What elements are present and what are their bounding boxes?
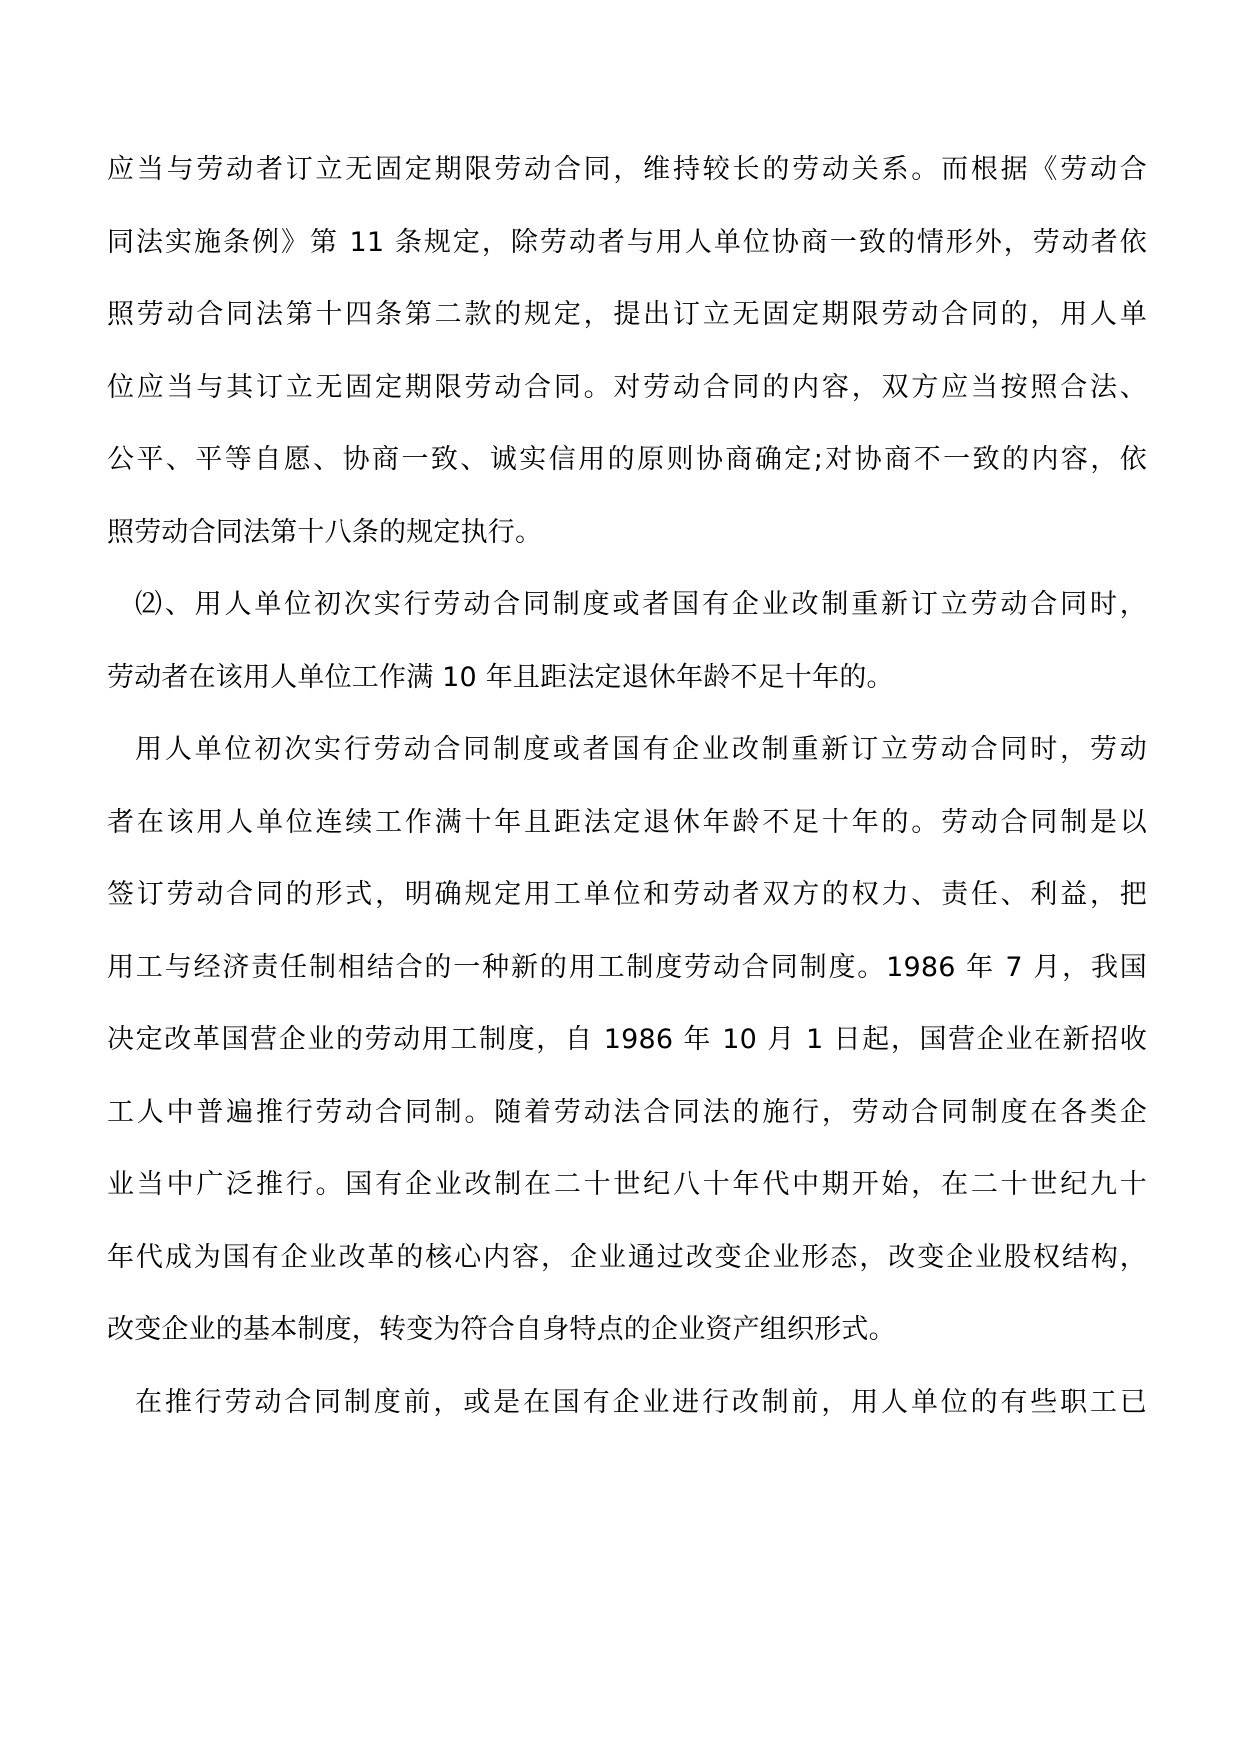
text-line: 在推行劳动合同制度前，或是在国有企业进行改制前，用人单位的有些职工已 (135, 1387, 1147, 1418)
text-line: 位应当与其订立无固定期限劳动合同。对劳动合同的内容，双方应当按照合法、 (107, 372, 1147, 403)
text-line: 业当中广泛推行。国有企业改制在二十世纪八十年代中期开始，在二十世纪九十 (107, 1169, 1147, 1200)
text-line: 改变企业的基本制度，转变为符合自身特点的企业资产组织形式。 (107, 1314, 896, 1345)
text-line: 者在该用人单位连续工作满十年且距法定退休年龄不足十年的。劳动合同制是以 (107, 807, 1147, 838)
text-line: 签订劳动合同的形式，明确规定用工单位和劳动者双方的权力、责任、利益，把 (107, 879, 1147, 910)
text-line: 年代成为国有企业改革的核心内容，企业通过改变企业形态，改变企业股权结构， (107, 1242, 1147, 1273)
text-line: 劳动者在该用人单位工作满 10 年且距法定退休年龄不足十年的。 (107, 662, 894, 693)
text-line: 工人中普遍推行劳动合同制。随着劳动法合同法的施行，劳动合同制度在各类企 (107, 1097, 1147, 1128)
text-line: 决定改革国营企业的劳动用工制度，自 1986 年 10 月 1 日起，国营企业在新招收 (107, 1024, 1147, 1055)
text-line: 同法实施条例》第 11 条规定，除劳动者与用人单位协商一致的情形外，劳动者依 (107, 227, 1147, 258)
text-line: 用人单位初次实行劳动合同制度或者国有企业改制重新订立劳动合同时，劳动 (135, 734, 1147, 765)
text-line: 应当与劳动者订立无固定期限劳动合同，维持较长的劳动关系。而根据《劳动合 (107, 154, 1147, 185)
text-line: 公平、平等自愿、协商一致、诚实信用的原则协商确定;对协商不一致的内容，依 (107, 444, 1147, 475)
text-line: 照劳动合同法第十四条第二款的规定，提出订立无固定期限劳动合同的，用人单 (107, 299, 1147, 330)
text-line: 照劳动合同法第十八条的规定执行。 (107, 517, 543, 548)
text-line: 用工与经济责任制相结合的一种新的用工制度劳动合同制度。1986 年 7 月，我国 (107, 952, 1147, 983)
text-line: ⑵、用人单位初次实行劳动合同制度或者国有企业改制重新订立劳动合同时， (135, 589, 1147, 620)
